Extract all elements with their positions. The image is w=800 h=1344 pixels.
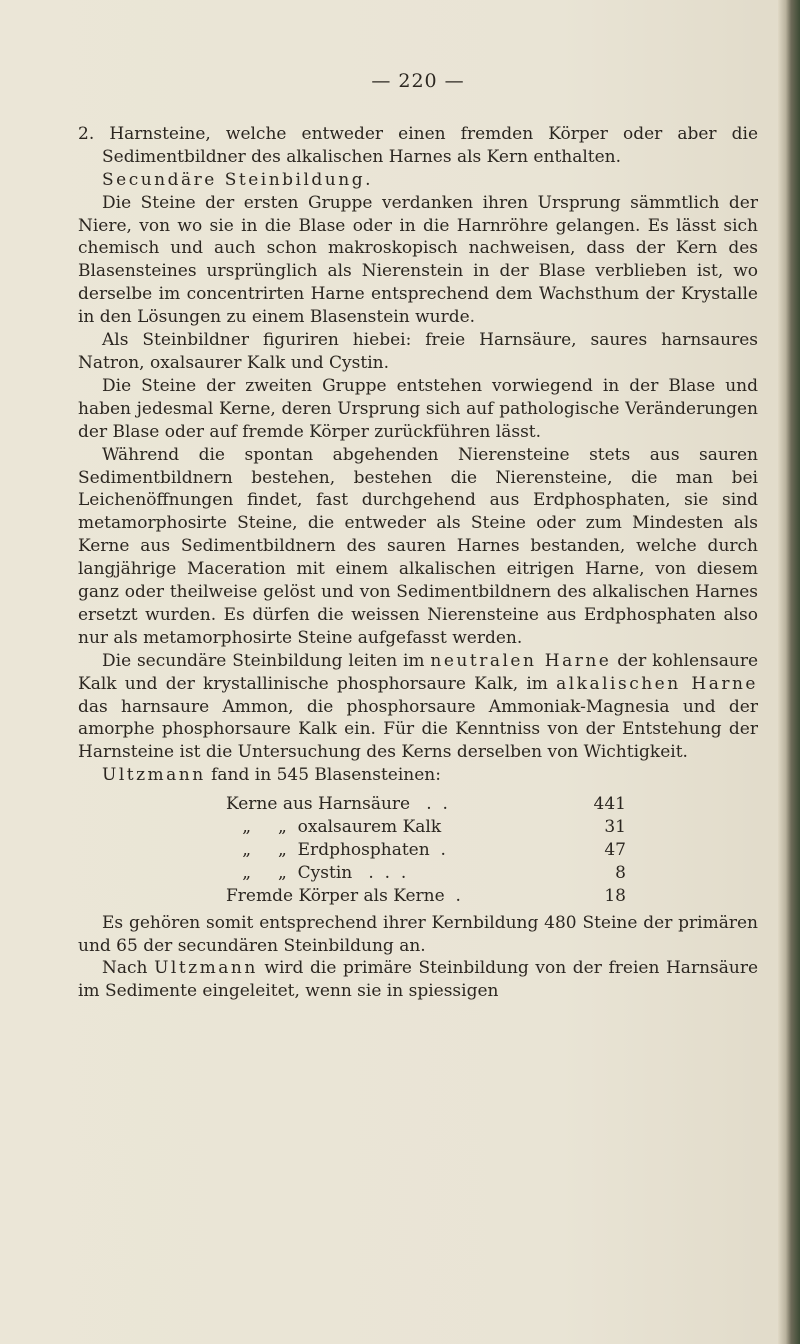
emphasis: neutralen Harne bbox=[430, 650, 612, 671]
text-run: der kohlensaure Kalk und der krystallinische phosphorsaure Kalk, im bbox=[78, 650, 759, 694]
section-heading: Secundäre Steinbildung. bbox=[102, 169, 373, 190]
paragraph-1: Die Steine der ersten Gruppe verdanken ihren Ursprung sämmtlich der Niere, von wo sie in die Blase oder in die Harnröhre gelangen. Es lässt sich chemisch und auch schon makroskopisch nachweisen, dass der Kern des Blasensteines ursprünglich als Nierenstein in der Blase verblieben ist, wo derselbe im concentrirten Harne entsprechend dem Wachsthum der Krystalle in den Lösungen zu einem Blasenstein wurde. bbox=[78, 192, 758, 328]
row-label: „ „ Cystin . . . bbox=[226, 862, 407, 883]
paragraph-6 bbox=[78, 764, 758, 787]
text-run: das harnsaure Ammon, die phosphorsaure Ammoniak-Magnesia und der amorphe phosphorsaure Kalk ein. Für die Kenntniss von der Entstehung der Harnsteine ist die Untersuchung des Kerns derselben von Wichtigkeit. bbox=[78, 696, 758, 763]
table-row bbox=[226, 862, 646, 885]
row-value: 441 bbox=[593, 794, 626, 815]
paragraph-4: Während die spontan abgehenden Nierensteine stets aus sauren Sedimentbildnern bestehen, bestehen die Nierensteine, die man bei Leichenöffnungen findet, fast durchgehend aus Erdphosphaten, sie sind metamorphosirte Steine, die entweder als Steine oder zum Mindesten als Kerne aus Sedimentbildnern des sauren Harnes bestanden, welche durch langjährige Maceration mit einem alkalischen eitrigen Harne, von diesem ganz oder theilweise gelöst und von Sedimentbildnern des alkalischen Harnes ersetzt wurden. Es dürfen die weissen Nierensteine aus Erdphosphaten also nur als metamorphosirte Steine aufgefasst werden. bbox=[78, 444, 758, 648]
row-label: „ „ Erdphosphaten . bbox=[226, 839, 446, 860]
row-label: „ „ oxalsaurem Kalk bbox=[226, 817, 442, 838]
document-body bbox=[78, 70, 758, 1003]
row-value: 18 bbox=[604, 885, 626, 906]
text-run: wird die primäre Steinbildung von der freien Harnsäure im Sedimente eingeleitet, wenn sie in spiessigen bbox=[78, 958, 759, 1002]
row-value: 31 bbox=[604, 817, 626, 838]
item-number: 2. bbox=[78, 123, 95, 144]
row-label: Kerne aus Harnsäure . . bbox=[226, 794, 448, 815]
row-value: 47 bbox=[604, 839, 626, 860]
stone-table bbox=[226, 793, 646, 907]
table-row bbox=[226, 885, 646, 908]
author-name: Ultzmann bbox=[154, 958, 258, 979]
paragraph-3: Die Steine der zweiten Gruppe entstehen vorwiegend in der Blase und haben jedesmal Kerne, deren Ursprung sich auf pathologische Veränderungen der Blase oder auf fremde Körper zurückführen lässt. bbox=[78, 375, 758, 442]
row-value: 8 bbox=[615, 862, 626, 883]
paragraph-2: Als Steinbildner figuriren hiebei: freie Harnsäure, saures harnsaures Natron, oxalsaurer Kalk und Cystin. bbox=[78, 330, 758, 373]
text-run: Die secundäre Steinbildung leiten im bbox=[102, 650, 425, 671]
paragraph-8 bbox=[78, 957, 758, 1003]
paragraph-7: Es gehören somit entsprechend ihrer Kernbildung 480 Steine der primären und 65 der secundären Steinbildung an. bbox=[78, 912, 758, 956]
page-edge bbox=[778, 0, 800, 1344]
text-run: Nach bbox=[102, 958, 148, 979]
page-number: — 220 — bbox=[371, 70, 465, 92]
row-label: Fremde Körper als Kerne . bbox=[226, 885, 461, 906]
list-item-2 bbox=[78, 123, 758, 192]
emphasis: alkalischen Harne bbox=[556, 673, 758, 694]
table-row bbox=[226, 816, 646, 839]
paragraph-5 bbox=[78, 650, 758, 765]
item-text: Harnsteine, welche entweder einen fremden Körper oder aber die Sedimentbildner des alkalischen Harnes als Kern enthalten. bbox=[102, 123, 759, 167]
author-name: Ultzmann bbox=[102, 765, 206, 786]
table-row bbox=[226, 793, 646, 816]
table-row bbox=[226, 839, 646, 862]
text-run: fand in 545 Blasensteinen: bbox=[211, 765, 441, 786]
